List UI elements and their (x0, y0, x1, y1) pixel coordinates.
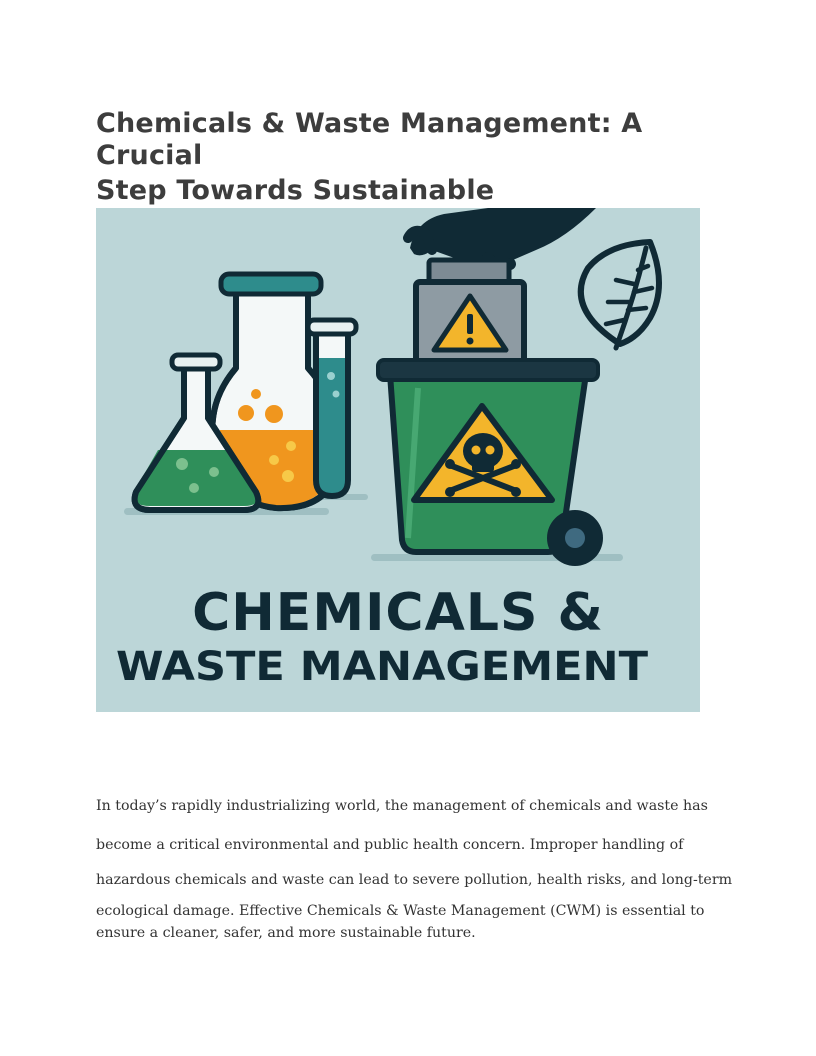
paragraph-line: ensure a cleaner, safer, and more sustainable future. (96, 925, 476, 941)
test-tube-icon (308, 320, 356, 496)
document-title (96, 108, 716, 218)
illustration-caption-line-1: CHEMICALS & (192, 583, 604, 643)
illustration-caption-line-2: WASTE MANAGEMENT (116, 644, 649, 690)
title-line: Chemicals & Waste Management: A (96, 108, 643, 139)
illustration (96, 208, 700, 712)
title-line: Step Towards Sustainable (96, 175, 495, 206)
paragraph-line: become a critical environmental and public health concern. Improper handling of (96, 837, 684, 853)
leaf-icon (581, 242, 659, 348)
title-line: Crucial (96, 140, 203, 171)
paragraph-line: In today’s rapidly industrializing world, the management of chemicals and waste has (96, 798, 708, 814)
warning-icon (416, 260, 524, 364)
paragraph-line: hazardous chemicals and waste can lead to severe pollution, health risks, and long-term (96, 872, 733, 888)
paragraph-line: ecological damage. Effective Chemicals & Waste Management (CWM) is essential to (96, 903, 705, 919)
